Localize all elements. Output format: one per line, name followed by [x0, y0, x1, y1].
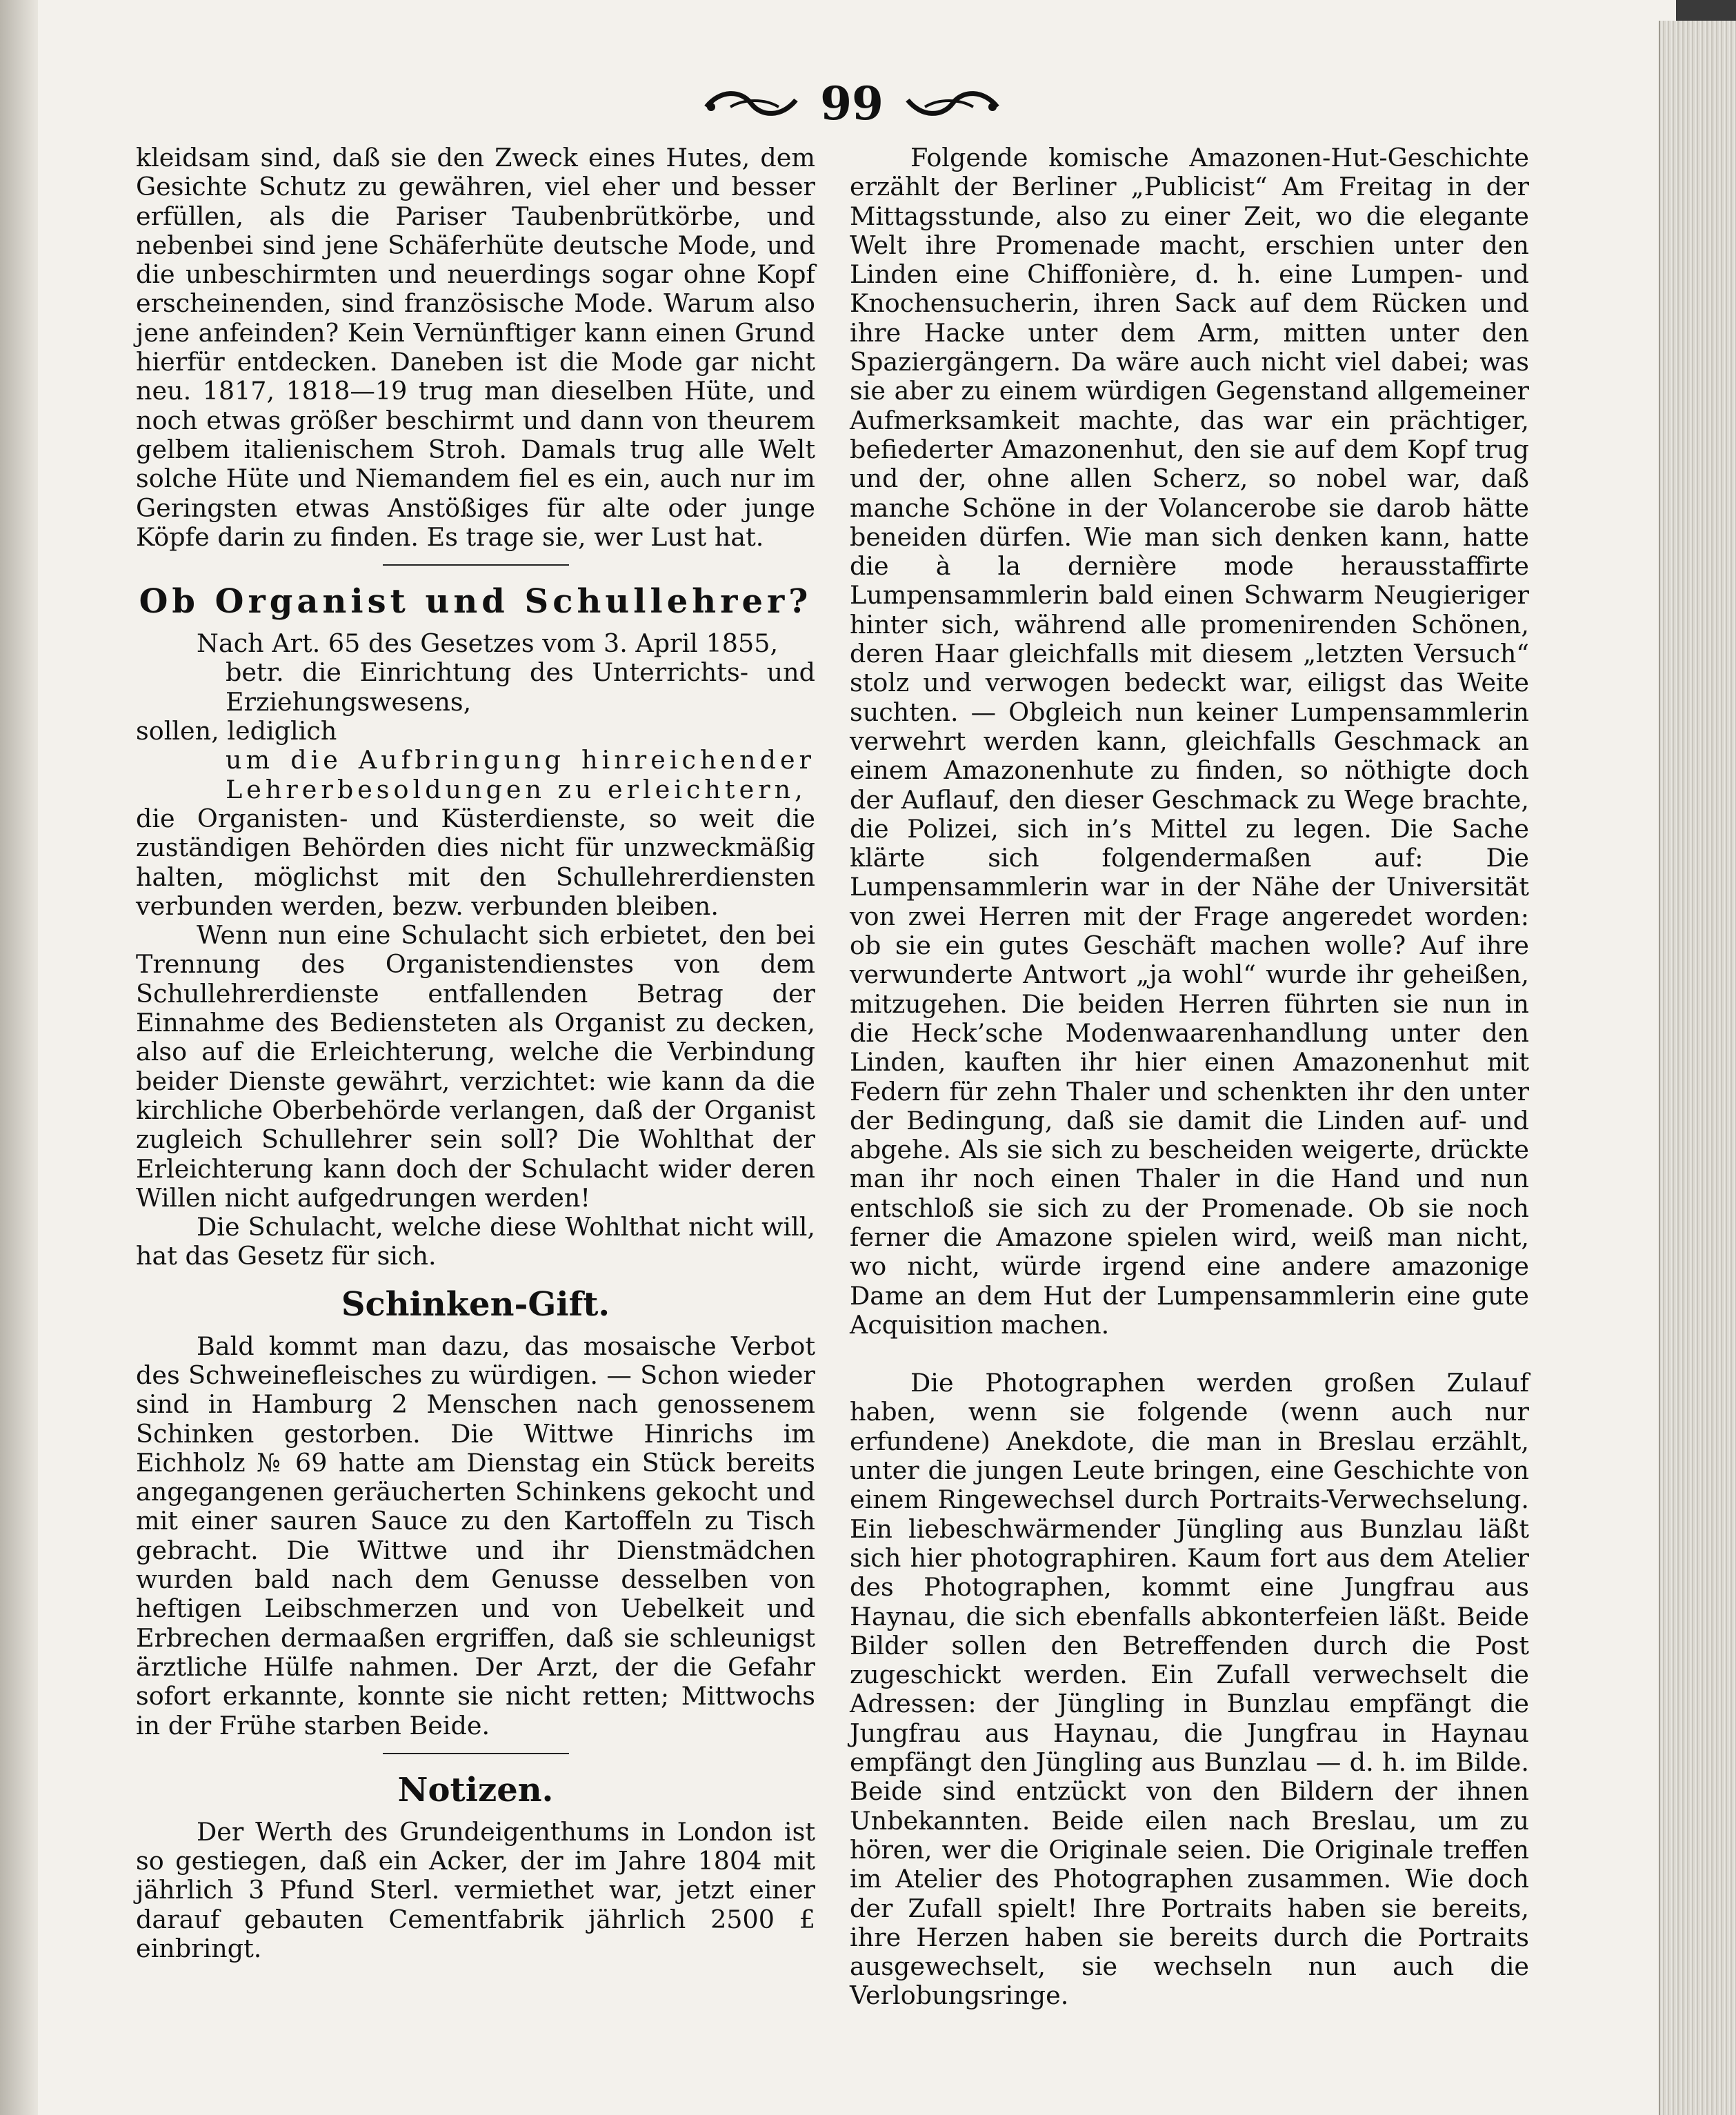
organist-paragraph-3: Die Schulacht, welche diese Wohlthat nicht will, hat das Gesetz für sich.	[136, 1212, 815, 1271]
amazone-paragraph: Folgende komische Amazonen-Hut-Geschichte erzählt der Berliner „Publicist“ Am Freitag in der Mittagsstunde, also zu einer Zeit, wo die elegante Welt ihre Promenade macht, erschien unter den Linden eine Chiffonière, d. h. eine Lumpen- und Knochensucherin, ihren Sack auf dem Rücken und ihre Hacke unter dem Arm, mitten unter den Spaziergängern. Da wäre auch nicht viel dabei; was sie aber zu einem würdigen Gegenstand allgemeiner Aufmerksamkeit machte, das war ein prächtiger, befiederter Amazonenhut, den sie auf dem Kopf trug und der, ohne allen Scherz, so nobel war, daß manche Schöne in der Volancerobe sie darob hätte beneiden dürfen. Wie man sich denken kann, hatte die à la dernière mode herausstaffirte Lumpensammlerin bald einen Schwarm Neugieriger hinter sich, während alle promenirenden Schönen, deren Haar gleichfalls mit diesem „letzten Versuch“ stolz und verwogen bedeckt war, eiligst das Weite suchten. — Obgleich nun keiner Lumpensammlerin verwehrt werden kann, gleichfalls Geschmack an einem Amazonenhute zu finden, so nöthigte doch der Auflauf, den dieser Geschmack zu Wege brachte, die Polizei, sich in’s Mittel zu legen. Die Sache klärte sich folgendermaßen auf: Die Lumpensammlerin war in der Nähe der Universität von zwei Herren mit der Frage angeredet worden: ob sie ein gutes Geschäft machen wolle? Auf ihre verwunderte Antwort „ja wohl“ wurde ihr geheißen, mitzugehen. Die beiden Herren führten sie nun in die Heck’sche Modenwaarenhandlung unter den Linden, kauften ihr hier einen Amazonenhut mit Federn für zehn Thaler und schenkten ihr den unter der Bedingung, daß sie damit die Linden auf- und abgehe. Als sie sich zu bescheiden weigerte, drückte man ihr noch einen Thaler in die Hand und nun entschloß sie sich zu der Promenade. Ob sie noch ferner die Amazone spielen wird, weiß man nicht, wo nicht, würde irgend eine andere amazonige Dame an dem Hut der Lumpensammlerin eine gute Acquisition machen.	[850, 143, 1529, 1340]
gutter-shadow	[0, 0, 38, 2115]
section-divider	[383, 1753, 569, 1754]
right-flourish-icon	[904, 86, 1001, 121]
law-reference-line: Nach Art. 65 des Gesetzes vom 3. April 1855,	[197, 628, 779, 659]
page-edges	[1659, 21, 1736, 2115]
paragraph-gap	[850, 1340, 1529, 1369]
page-number: 99	[820, 77, 884, 130]
intro-paragraph: kleidsam sind, daß sie den Zweck eines Hutes, dem Gesichte Schutz zu gewähren, viel eher und besser erfüllen, als die Pariser Taubenbrütkörbe, und nebenbei sind jene Schäferhüte deutsche Mode, und die unbeschirmten und neuerdings sogar ohne Kopf erscheinenden, sind französische Mode. Warum also jene anfeinden? Kein Vernünftiger kann einen Grund hierfür entdecken. Daneben ist die Mode gar nicht neu. 1817, 1818—19 trug man dieselben Hüte, und noch etwas größer beschirmt und dann von theurem gelbem italienischem Stroh. Damals trug alle Welt solche Hüte und Niemandem fiel es ein, auch nur im Geringsten etwas Anstößiges für alte oder junge Köpfe darin zu finden. Es trage sie, wer Lust hat.	[136, 143, 815, 552]
schinken-paragraph: Bald kommt man dazu, das mosaische Verbot des Schweinefleisches zu würdigen. — Schon wieder sind in Hamburg 2 Menschen nach genossenem Schinken gestorben. Die Wittwe Hinrichs im Eichholz № 69 hatte am Dienstag ein Stück bereits angegangenen geräucherten Schinkens gekocht und mit einer sauren Sauce zu den Kartoffeln zu Tisch gebracht. Die Wittwe und ihr Dienstmädchen wurden bald nach dem Genusse desselben von heftigen Leibschmerzen und von Uebelkeit und Erbrechen dermaaßen ergriffen, daß sie schleunigst ärztliche Hülfe nahmen. Der Arzt, der die Gefahr sofort erkannte, konnte sie nicht retten; Mittwochs in der Frühe starben Beide.	[136, 1331, 815, 1740]
right-column	[850, 143, 1529, 2011]
law-shall-line: sollen, lediglich	[136, 716, 337, 746]
notizen-heading: Notizen.	[397, 1770, 554, 1809]
organist-paragraph-2: Wenn nun eine Schulacht sich erbietet, den bei Trennung des Organistendienstes von dem Schullehrerdienste entfallenden Betrag der Einnahme des Bediensteten als Organist zu decken, also auf die Erleichterung, welche die Verbindung beider Dienste gewährt, verzichtet: wie kann da die kirchliche Oberbehörde verlangen, daß der Organist zugleich Schullehrer sein soll? Die Wohlthat der Erleichterung kann doch der Schulacht wider deren Willen nicht aufgedrungen werden!	[136, 920, 815, 1213]
left-flourish-icon	[703, 86, 799, 121]
page-header	[690, 69, 1014, 138]
organist-heading: Ob Organist und Schullehrer?	[139, 582, 812, 622]
law-subject-line: betr. die Einrichtung des Unterrichts- und Erziehungswesens,	[226, 657, 815, 717]
section-divider	[383, 564, 569, 566]
law-provision-paragraph: die Organisten- und Küsterdienste, so weit die zuständigen Behörden dies nicht für unzweckmäßig halten, möglichst mit den Schullehrerdiensten verbunden werden, bezw. verbunden bleiben.	[136, 803, 815, 921]
left-column	[136, 143, 815, 1963]
law-purpose-line: um die Aufbringung hinreichender Lehrerbesoldungen zu erleichtern,	[226, 745, 815, 804]
photographen-paragraph: Die Photographen werden großen Zulauf haben, wenn sie folgende (wenn auch nur erfundene) Anekdote, die man in Breslau erzählt, unter die jungen Leute bringen, eine Geschichte von einem Ringewechsel durch Portraits-Verwechselung. Ein liebeschwärmender Jüngling aus Bunzlau läßt sich hier photographiren. Kaum fort aus dem Atelier des Photographen, kommt eine Jungfrau aus Haynau, die sich ebenfalls abkonterfeien läßt. Beide Bilder sollen den Betreffenden durch die Post zugeschickt werden. Ein Zufall verwechselt die Adressen: der Jüngling in Bunzlau empfängt die Jungfrau aus Haynau, die Jungfrau in Haynau empfängt den Jüngling aus Bunzlau — d. h. im Bilde. Beide sind entzückt von den Bildern der ihnen Unbekannten. Beide eilen nach Breslau, um zu hören, wer die Originale seien. Die Originale treffen im Atelier des Photographen zusammen. Wie doch der Zufall spielt! Ihre Portraits haben sie bereits, ihre Herzen haben sie bereits durch die Portraits ausgewechselt, sie wechseln nun auch die Verlobungsringe.	[850, 1368, 1529, 2011]
schinken-heading: Schinken-Gift.	[341, 1284, 610, 1324]
notizen-paragraph: Der Werth des Grundeigenthums in London ist so gestiegen, daß ein Acker, der im Jahre 1804 mit jährlich 3 Pfund Sterl. vermiethet war, jetzt einer darauf gebauten Cementfabrik jährlich 2500 £ einbringt.	[136, 1816, 815, 1964]
